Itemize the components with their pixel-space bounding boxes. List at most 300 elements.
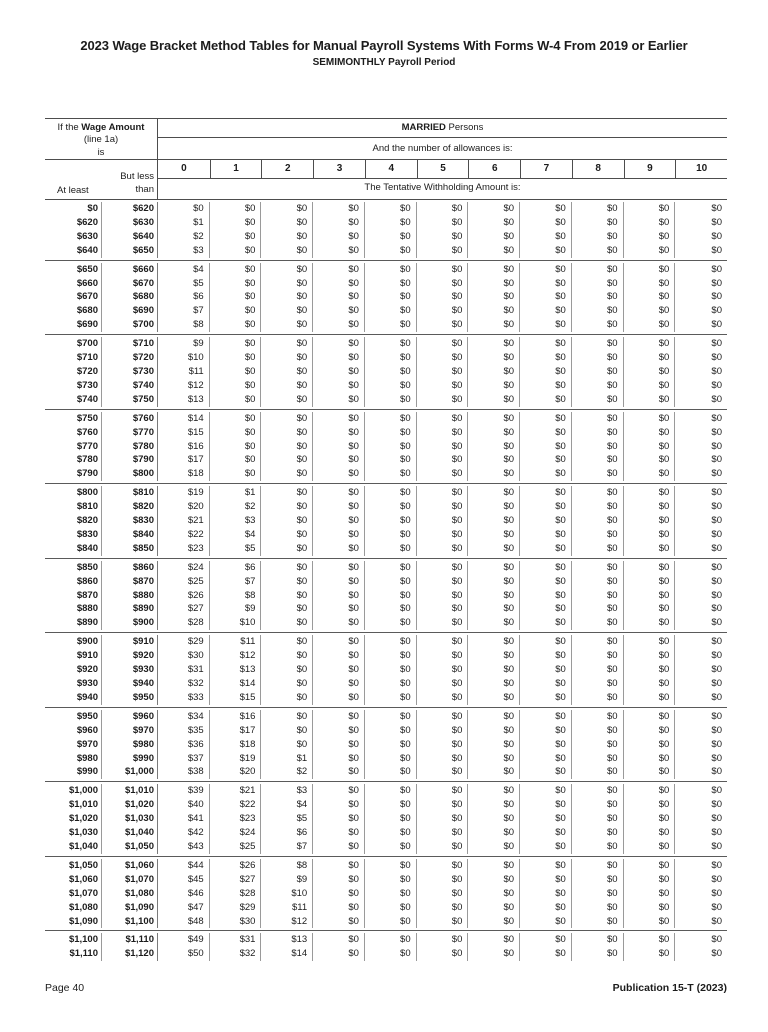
withholding-value: $0 xyxy=(520,812,572,826)
withholding-value: $0 xyxy=(572,826,624,840)
but-less-value: $1,020 xyxy=(102,798,158,812)
but-less-value: $850 xyxy=(102,542,158,556)
but-less-value: $1,100 xyxy=(102,915,158,929)
withholding-value: $1 xyxy=(210,486,262,500)
withholding-value: $0 xyxy=(624,873,676,887)
withholding-value: $0 xyxy=(417,915,469,929)
withholding-value: $0 xyxy=(313,724,365,738)
but-less-value: $1,070 xyxy=(102,873,158,887)
at-least-value: $1,020 xyxy=(45,812,102,826)
withholding-value: $0 xyxy=(261,202,313,216)
withholding-value: $0 xyxy=(520,318,572,332)
withholding-value: $11 xyxy=(158,365,210,379)
withholding-value: $26 xyxy=(210,859,262,873)
withholding-value: $0 xyxy=(261,616,313,630)
table-row xyxy=(45,752,727,766)
withholding-value: $0 xyxy=(417,602,469,616)
withholding-value: $8 xyxy=(261,859,313,873)
withholding-value: $0 xyxy=(313,244,365,258)
withholding-value: $0 xyxy=(313,765,365,779)
withholding-value: $0 xyxy=(313,500,365,514)
married-bold: MARRIED xyxy=(401,122,446,133)
withholding-value: $0 xyxy=(365,542,417,556)
withholding-value: $0 xyxy=(624,277,676,291)
withholding-value: $0 xyxy=(468,514,520,528)
at-least-value: $900 xyxy=(45,635,102,649)
withholding-value: $0 xyxy=(711,393,722,405)
withholding-value: $0 xyxy=(572,812,624,826)
at-least-value: $1,080 xyxy=(45,901,102,915)
withholding-value: $0 xyxy=(624,859,676,873)
withholding-value: $0 xyxy=(624,440,676,454)
withholding-value: $0 xyxy=(313,263,365,277)
withholding-value: $0 xyxy=(624,412,676,426)
withholding-value: $0 xyxy=(711,799,722,811)
withholding-value: $0 xyxy=(572,440,624,454)
withholding-value: $0 xyxy=(572,426,624,440)
withholding-value: $0 xyxy=(520,337,572,351)
withholding-value: $0 xyxy=(468,486,520,500)
table-row xyxy=(45,528,727,542)
withholding-value: $0 xyxy=(261,561,313,575)
withholding-value: $0 xyxy=(365,752,417,766)
withholding-value: $23 xyxy=(158,542,210,556)
withholding-value: $0 xyxy=(711,752,722,764)
table-row xyxy=(45,379,727,393)
withholding-value: $0 xyxy=(520,467,572,481)
but-less-value: $630 xyxy=(102,216,158,230)
withholding-value: $0 xyxy=(572,710,624,724)
withholding-value: $8 xyxy=(158,318,210,332)
table-row xyxy=(45,393,727,407)
at-least-value: $810 xyxy=(45,500,102,514)
withholding-value: $0 xyxy=(365,514,417,528)
withholding-value: $0 xyxy=(468,365,520,379)
withholding-value: $0 xyxy=(468,561,520,575)
withholding-value: $0 xyxy=(210,244,262,258)
table-row xyxy=(45,277,727,291)
withholding-value: $0 xyxy=(520,426,572,440)
table-row xyxy=(45,486,727,500)
but-less-value: $900 xyxy=(102,616,158,630)
withholding-value: $0 xyxy=(572,202,624,216)
withholding-value: $0 xyxy=(520,784,572,798)
at-least-value: $1,110 xyxy=(45,947,102,961)
withholding-value: $0 xyxy=(520,738,572,752)
withholding-value: $3 xyxy=(210,514,262,528)
but-less-value: $770 xyxy=(102,426,158,440)
withholding-value: $0 xyxy=(520,901,572,915)
withholding-value: $0 xyxy=(417,575,469,589)
withholding-value: $0 xyxy=(572,230,624,244)
withholding-value: $0 xyxy=(624,602,676,616)
withholding-value: $0 xyxy=(417,738,469,752)
withholding-value: $0 xyxy=(417,798,469,812)
but-less-value: $970 xyxy=(102,724,158,738)
withholding-value: $0 xyxy=(313,649,365,663)
withholding-value: $0 xyxy=(711,487,722,499)
withholding-value: $0 xyxy=(520,933,572,947)
withholding-value: $0 xyxy=(520,915,572,929)
withholding-value: $0 xyxy=(711,859,722,871)
withholding-value: $1 xyxy=(261,752,313,766)
withholding-value: $0 xyxy=(261,412,313,426)
withholding-value: $49 xyxy=(158,933,210,947)
withholding-value: $0 xyxy=(417,202,469,216)
withholding-value: $0 xyxy=(468,318,520,332)
table-row xyxy=(45,798,727,812)
table-row xyxy=(45,290,727,304)
withholding-value: $0 xyxy=(417,873,469,887)
withholding-value: $0 xyxy=(313,440,365,454)
withholding-value: $0 xyxy=(711,277,722,289)
withholding-value: $0 xyxy=(365,318,417,332)
withholding-value: $0 xyxy=(468,826,520,840)
withholding-value: $19 xyxy=(158,486,210,500)
withholding-value: $0 xyxy=(417,304,469,318)
withholding-value: $6 xyxy=(261,826,313,840)
withholding-value: $0 xyxy=(261,290,313,304)
withholding-value: $0 xyxy=(520,561,572,575)
but-less-value: $990 xyxy=(102,752,158,766)
withholding-value: $0 xyxy=(520,840,572,854)
married-persons-header xyxy=(158,119,727,138)
withholding-value: $0 xyxy=(210,365,262,379)
withholding-value: $0 xyxy=(468,412,520,426)
withholding-value: $0 xyxy=(365,933,417,947)
withholding-value: $35 xyxy=(158,724,210,738)
withholding-value: $0 xyxy=(417,514,469,528)
withholding-value: $0 xyxy=(365,290,417,304)
withholding-value: $0 xyxy=(313,873,365,887)
withholding-value: $9 xyxy=(261,873,313,887)
withholding-value: $0 xyxy=(365,216,417,230)
withholding-value: $0 xyxy=(417,290,469,304)
withholding-value: $0 xyxy=(468,230,520,244)
withholding-value: $0 xyxy=(624,230,676,244)
withholding-value: $0 xyxy=(711,691,722,703)
withholding-value: $0 xyxy=(417,840,469,854)
withholding-value: $0 xyxy=(261,393,313,407)
withholding-value: $0 xyxy=(417,426,469,440)
withholding-value: $0 xyxy=(624,933,676,947)
withholding-value: $0 xyxy=(365,575,417,589)
withholding-value: $0 xyxy=(417,859,469,873)
at-least-value: $680 xyxy=(45,304,102,318)
table-row xyxy=(45,635,727,649)
withholding-value: $0 xyxy=(624,616,676,630)
withholding-value: $0 xyxy=(624,765,676,779)
withholding-value: $0 xyxy=(624,710,676,724)
withholding-value: $0 xyxy=(520,202,572,216)
withholding-value: $0 xyxy=(417,528,469,542)
but-less-line1: But less xyxy=(120,171,154,183)
withholding-value: $0 xyxy=(468,290,520,304)
at-least-value: $990 xyxy=(45,765,102,779)
withholding-value: $0 xyxy=(261,426,313,440)
but-less-value: $940 xyxy=(102,677,158,691)
at-least-value: $1,000 xyxy=(45,784,102,798)
withholding-value: $0 xyxy=(417,440,469,454)
table-row xyxy=(45,677,727,691)
at-least-value: $790 xyxy=(45,467,102,481)
withholding-value: $3 xyxy=(158,244,210,258)
withholding-value: $9 xyxy=(210,602,262,616)
withholding-value: $0 xyxy=(468,467,520,481)
withholding-value: $0 xyxy=(520,826,572,840)
but-less-value: $1,080 xyxy=(102,887,158,901)
withholding-value: $2 xyxy=(210,500,262,514)
withholding-value: $16 xyxy=(210,710,262,724)
withholding-value: $0 xyxy=(261,589,313,603)
at-least-value: $950 xyxy=(45,710,102,724)
withholding-value: $0 xyxy=(365,812,417,826)
at-least-value: $1,060 xyxy=(45,873,102,887)
withholding-value: $0 xyxy=(210,393,262,407)
withholding-value: $0 xyxy=(711,589,722,601)
withholding-value: $30 xyxy=(210,915,262,929)
at-least-value: $840 xyxy=(45,542,102,556)
withholding-value: $7 xyxy=(210,575,262,589)
table-row xyxy=(45,500,727,514)
table-body xyxy=(45,200,727,963)
withholding-value: $0 xyxy=(520,379,572,393)
withholding-value: $0 xyxy=(572,277,624,291)
withholding-value: $0 xyxy=(468,901,520,915)
withholding-value: $0 xyxy=(624,216,676,230)
withholding-value: $0 xyxy=(417,277,469,291)
wage-amount-label xyxy=(45,119,157,160)
but-less-value: $810 xyxy=(102,486,158,500)
but-less-value: $1,010 xyxy=(102,784,158,798)
withholding-value: $48 xyxy=(158,915,210,929)
withholding-value: $0 xyxy=(520,216,572,230)
at-least-value: $710 xyxy=(45,351,102,365)
withholding-value: $0 xyxy=(417,677,469,691)
withholding-value: $0 xyxy=(261,486,313,500)
withholding-value: $0 xyxy=(711,766,722,778)
tentative-withholding-label: The Tentative Withholding Amount is: xyxy=(364,182,521,193)
but-less-value: $980 xyxy=(102,738,158,752)
withholding-value: $32 xyxy=(210,947,262,961)
withholding-value: $50 xyxy=(158,947,210,961)
withholding-value: $0 xyxy=(417,486,469,500)
withholding-value: $0 xyxy=(624,467,676,481)
withholding-value: $0 xyxy=(624,840,676,854)
withholding-value: $0 xyxy=(261,710,313,724)
withholding-value: $0 xyxy=(417,244,469,258)
at-least-value: $870 xyxy=(45,589,102,603)
withholding-value: $12 xyxy=(261,915,313,929)
withholding-value: $42 xyxy=(158,826,210,840)
withholding-value: $0 xyxy=(711,827,722,839)
withholding-value: $0 xyxy=(417,337,469,351)
withholding-value: $0 xyxy=(624,337,676,351)
withholding-value: $0 xyxy=(572,765,624,779)
withholding-value: $0 xyxy=(711,365,722,377)
withholding-value: $0 xyxy=(417,263,469,277)
withholding-value: $27 xyxy=(210,873,262,887)
at-least-value: $960 xyxy=(45,724,102,738)
but-less-value: $840 xyxy=(102,528,158,542)
withholding-value: $10 xyxy=(210,616,262,630)
withholding-value: $0 xyxy=(365,351,417,365)
withholding-value: $0 xyxy=(158,202,210,216)
withholding-value: $0 xyxy=(468,263,520,277)
withholding-value: $0 xyxy=(313,887,365,901)
withholding-value: $0 xyxy=(313,486,365,500)
withholding-value: $0 xyxy=(210,426,262,440)
withholding-value: $0 xyxy=(365,453,417,467)
withholding-value: $0 xyxy=(210,202,262,216)
withholding-value: $0 xyxy=(417,826,469,840)
wage-bracket-group xyxy=(45,781,727,856)
withholding-value: $0 xyxy=(468,379,520,393)
withholding-value: $0 xyxy=(711,528,722,540)
withholding-value: $0 xyxy=(313,230,365,244)
withholding-value: $2 xyxy=(261,765,313,779)
withholding-value: $0 xyxy=(468,602,520,616)
but-less-value: $800 xyxy=(102,467,158,481)
withholding-value: $0 xyxy=(313,542,365,556)
withholding-value: $0 xyxy=(468,915,520,929)
withholding-value: $15 xyxy=(158,426,210,440)
at-least-value: $760 xyxy=(45,426,102,440)
withholding-value: $0 xyxy=(711,724,722,736)
table-row xyxy=(45,765,727,779)
withholding-value: $0 xyxy=(520,500,572,514)
at-least-value: $750 xyxy=(45,412,102,426)
but-less-value: $890 xyxy=(102,602,158,616)
withholding-value: $0 xyxy=(520,765,572,779)
withholding-value: $0 xyxy=(468,216,520,230)
withholding-value: $40 xyxy=(158,798,210,812)
but-less-value: $1,060 xyxy=(102,859,158,873)
withholding-value: $24 xyxy=(210,826,262,840)
withholding-value: $9 xyxy=(158,337,210,351)
withholding-value: $0 xyxy=(365,826,417,840)
withholding-value: $0 xyxy=(417,318,469,332)
but-less-value: $780 xyxy=(102,440,158,454)
withholding-value: $0 xyxy=(520,230,572,244)
withholding-value: $0 xyxy=(624,663,676,677)
withholding-value: $0 xyxy=(210,351,262,365)
withholding-value: $0 xyxy=(365,887,417,901)
withholding-value: $0 xyxy=(624,244,676,258)
withholding-value: $0 xyxy=(313,784,365,798)
withholding-value: $0 xyxy=(417,589,469,603)
at-least-value: $830 xyxy=(45,528,102,542)
withholding-value: $0 xyxy=(313,812,365,826)
withholding-value: $0 xyxy=(520,710,572,724)
table-row xyxy=(45,887,727,901)
withholding-value: $0 xyxy=(520,440,572,454)
withholding-value: $6 xyxy=(210,561,262,575)
withholding-value: $0 xyxy=(624,542,676,556)
withholding-value: $0 xyxy=(520,277,572,291)
at-least-value: $970 xyxy=(45,738,102,752)
withholding-value: $0 xyxy=(572,901,624,915)
withholding-value: $0 xyxy=(365,244,417,258)
withholding-value: $0 xyxy=(313,453,365,467)
withholding-value: $0 xyxy=(520,635,572,649)
withholding-value: $0 xyxy=(313,318,365,332)
at-least-value: $770 xyxy=(45,440,102,454)
withholding-value: $0 xyxy=(624,486,676,500)
allowance-column-header: 6 xyxy=(468,160,520,178)
withholding-value: $0 xyxy=(365,784,417,798)
withholding-value: $0 xyxy=(520,486,572,500)
at-least-value: $690 xyxy=(45,318,102,332)
withholding-value: $0 xyxy=(210,290,262,304)
withholding-value: $0 xyxy=(417,500,469,514)
withholding-value: $0 xyxy=(365,379,417,393)
but-less-value: $830 xyxy=(102,514,158,528)
withholding-value: $0 xyxy=(572,365,624,379)
withholding-value: $0 xyxy=(520,691,572,705)
withholding-value: $0 xyxy=(313,351,365,365)
withholding-value: $0 xyxy=(572,840,624,854)
withholding-value: $0 xyxy=(417,812,469,826)
table-row xyxy=(45,575,727,589)
table-header xyxy=(45,118,727,200)
withholding-value: $0 xyxy=(468,500,520,514)
at-least-value: $1,100 xyxy=(45,933,102,947)
withholding-value: $0 xyxy=(572,798,624,812)
withholding-value: $10 xyxy=(261,887,313,901)
withholding-value: $0 xyxy=(624,263,676,277)
withholding-value: $0 xyxy=(365,677,417,691)
withholding-value: $0 xyxy=(520,542,572,556)
table-row xyxy=(45,663,727,677)
withholding-value: $0 xyxy=(313,216,365,230)
withholding-value: $0 xyxy=(313,635,365,649)
withholding-value: $0 xyxy=(520,873,572,887)
withholding-value: $0 xyxy=(261,440,313,454)
withholding-value: $0 xyxy=(624,635,676,649)
withholding-value: $0 xyxy=(572,486,624,500)
withholding-value: $0 xyxy=(365,724,417,738)
withholding-value: $0 xyxy=(572,616,624,630)
withholding-value: $0 xyxy=(365,915,417,929)
withholding-value: $30 xyxy=(158,649,210,663)
withholding-value: $0 xyxy=(468,859,520,873)
table-row xyxy=(45,365,727,379)
withholding-value: $0 xyxy=(313,467,365,481)
withholding-value: $0 xyxy=(417,412,469,426)
table-row xyxy=(45,426,727,440)
withholding-value: $7 xyxy=(158,304,210,318)
at-least-value: $820 xyxy=(45,514,102,528)
at-least-value: $1,010 xyxy=(45,798,102,812)
withholding-value: $0 xyxy=(572,738,624,752)
wage-bracket-group xyxy=(45,483,727,558)
withholding-value: $0 xyxy=(572,467,624,481)
withholding-value: $0 xyxy=(711,412,722,424)
withholding-value: $0 xyxy=(313,202,365,216)
withholding-value: $0 xyxy=(261,663,313,677)
allowances-count-label: And the number of allowances is: xyxy=(158,138,727,160)
withholding-value: $0 xyxy=(711,352,722,364)
withholding-value: $0 xyxy=(520,528,572,542)
withholding-value: $0 xyxy=(624,798,676,812)
but-less-value: $1,000 xyxy=(102,765,158,779)
but-less-value: $930 xyxy=(102,663,158,677)
withholding-value: $0 xyxy=(261,514,313,528)
table-row xyxy=(45,812,727,826)
withholding-value: $0 xyxy=(711,338,722,350)
withholding-value: $0 xyxy=(261,738,313,752)
